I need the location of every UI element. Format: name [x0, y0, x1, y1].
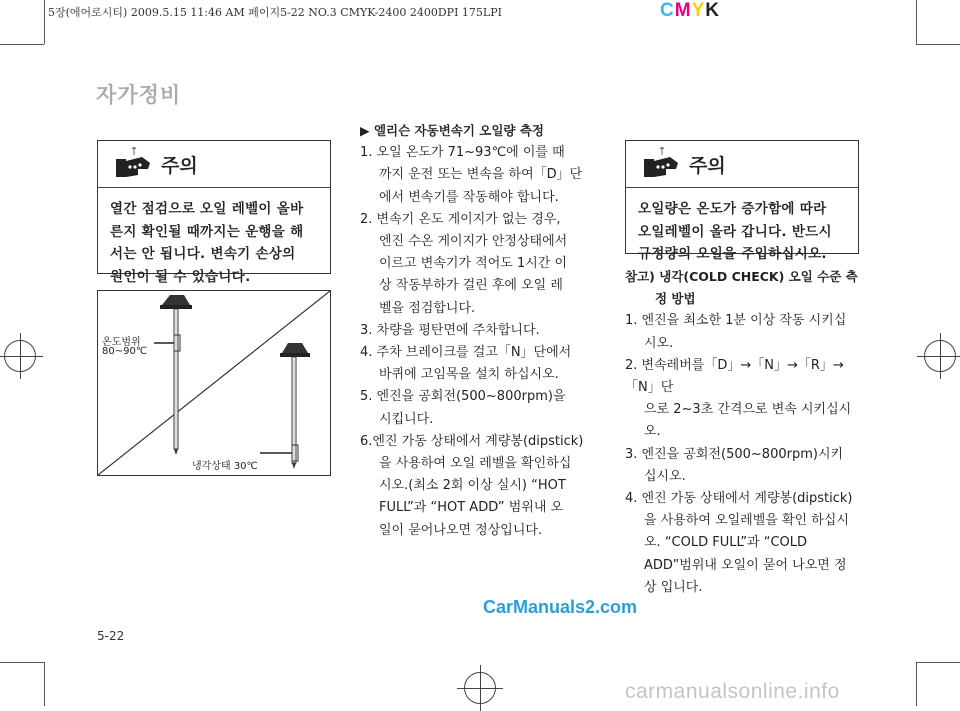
watermark: CarManuals2.com — [483, 597, 638, 617]
list-line: 2. 변속기 온도 게이지가 없는 경우, — [360, 211, 561, 227]
crop-mark — [44, 0, 45, 44]
list-line: 5. 엔진을 공회전(500~800rpm)을 — [360, 389, 566, 405]
cmyk-mark — [660, 0, 720, 22]
caution-box-left — [97, 140, 331, 285]
caution-box-right — [625, 140, 859, 262]
dipstick-hot-icon — [154, 295, 192, 455]
registration-mark — [924, 340, 956, 372]
caution-header — [626, 141, 858, 188]
caution-hand-icon — [642, 147, 682, 181]
list-line: 시오.(최소 2회 이상 실시) “HOT — [379, 478, 566, 494]
page-number: 5-22 — [97, 629, 125, 643]
list-line: 4. 엔진 가동 상태에서 계량봉(dipstick) — [625, 491, 853, 507]
crop-mark — [916, 662, 917, 706]
procedure-list — [360, 142, 605, 542]
list-line: 을 사용하여 오일레벨을 확인 하십시 — [644, 513, 849, 529]
registration-mark — [464, 672, 496, 704]
cold-check-list — [625, 310, 867, 599]
reference-heading: 참고) 냉각(COLD CHECK) 오일 수준 측 — [625, 269, 858, 284]
cmyk-letter-y: Y — [691, 0, 706, 21]
list-line: ADD”범위내 오일이 묻어 나오면 정 — [644, 557, 847, 573]
caution-line: 규정량의 오일을 주입하십시오. — [638, 246, 827, 262]
list-line: 까지 운전 또는 변속을 하여「D」단 — [379, 167, 583, 183]
caution-line: 원인이 될 수 있습니다. — [110, 268, 251, 285]
caution-line: 오일량은 온도가 증가함에 따라 — [638, 201, 827, 217]
list-line: 4. 주차 브레이크를 걸고「N」단에서 — [360, 345, 572, 361]
caution-line: 열간 점검으로 오일 레벨이 올바 — [110, 201, 304, 217]
diagram-label-hot-range: 온도범위 — [102, 337, 141, 348]
list-line: 바퀴에 고임목을 설치 하십시오. — [379, 367, 559, 383]
list-line: 3. 엔진을 공회전(500~800rpm)시키 — [625, 446, 844, 462]
list-line: 엔진 수온 게이지가 안정상태에서 — [379, 234, 568, 250]
print-header: 5장(에어로시티) 2009.5.15 11:46 AM 페이지5-22 NO.3 CMYK-2400 2400DPI 175LPI — [48, 6, 502, 19]
caution-line: 서는 안 됩니다. 변속기 손상의 — [110, 246, 296, 262]
list-line: 상 입니다. — [644, 579, 703, 595]
crop-mark — [0, 662, 44, 663]
caution-title: 주의 — [161, 155, 198, 177]
list-line: 1. 엔진을 최소한 1분 이상 작동 시키십 — [625, 313, 847, 329]
crop-mark — [916, 44, 960, 45]
crop-mark — [916, 662, 960, 663]
reference-heading-cont: 정 방법 — [655, 291, 696, 307]
caution-title: 주의 — [689, 155, 726, 177]
list-line: 상 작동부하가 걸린 후에 오일 레 — [379, 278, 563, 294]
list-line: FULL”과 “HOT ADD” 범위내 오 — [379, 500, 564, 516]
list-line: 으로 2~3초 간격으로 변속 시키십시 — [644, 402, 852, 418]
caution-header — [98, 141, 330, 188]
caution-line: 오일레벨이 올라 갑니다. 반드시 — [638, 223, 832, 240]
dipstick-illustration — [98, 291, 330, 475]
caution-line: 른지 확인될 때까지는 운행을 해 — [110, 223, 304, 240]
list-line: 벨을 점검합니다. — [379, 300, 476, 316]
list-line: 시오. — [644, 335, 674, 351]
section-title: 자가정비 — [96, 83, 182, 107]
right-column — [625, 266, 867, 599]
list-line: 오. “COLD FULL”과 “COLD — [644, 535, 808, 551]
crop-mark — [916, 0, 917, 44]
middle-column — [360, 120, 605, 542]
cmyk-letter-m: M — [674, 0, 692, 21]
crop-mark — [0, 44, 44, 45]
list-line: 이르고 변속기가 적어도 1시간 이 — [379, 256, 568, 272]
list-line: 십시오. — [644, 468, 686, 484]
list-line: 3. 차량을 평탄면에 주차합니다. — [360, 322, 540, 338]
dipstick-cold-icon — [260, 343, 310, 469]
list-line: 오. — [644, 424, 661, 440]
caution-text — [98, 188, 330, 288]
list-line: 에서 변속기를 작동해야 합니다. — [379, 189, 559, 205]
diagram-label-hot-temp: 80~90℃ — [102, 346, 148, 357]
caution-text — [626, 188, 858, 266]
list-line: 2. 변속레버를「D」→「N」→「R」→「N」단 — [625, 357, 844, 396]
list-line: 6.엔진 가동 상태에서 계량봉(dipstick) — [360, 433, 584, 449]
list-line: 1. 오일 온도가 71~93℃에 이를 때 — [360, 145, 565, 161]
crop-mark — [44, 662, 45, 706]
dipstick-diagram — [97, 290, 331, 476]
list-line: 일이 묻어나오면 정상입니다. — [379, 522, 543, 538]
footer-brand: carmanualsonline.info — [625, 680, 840, 703]
list-line: 을 사용하여 오일 레벨을 확인하십 — [379, 456, 572, 472]
caution-hand-icon — [114, 147, 154, 181]
cmyk-letter-c: C — [660, 0, 675, 21]
diagram-label-cold: 냉각상태 30℃ — [192, 461, 258, 472]
registration-mark — [4, 340, 36, 372]
cmyk-letter-k: K — [705, 0, 720, 21]
section-heading: ▶ 엘리슨 자동변속기 오일량 측정 — [360, 123, 544, 138]
list-line: 시킵니다. — [379, 411, 434, 427]
